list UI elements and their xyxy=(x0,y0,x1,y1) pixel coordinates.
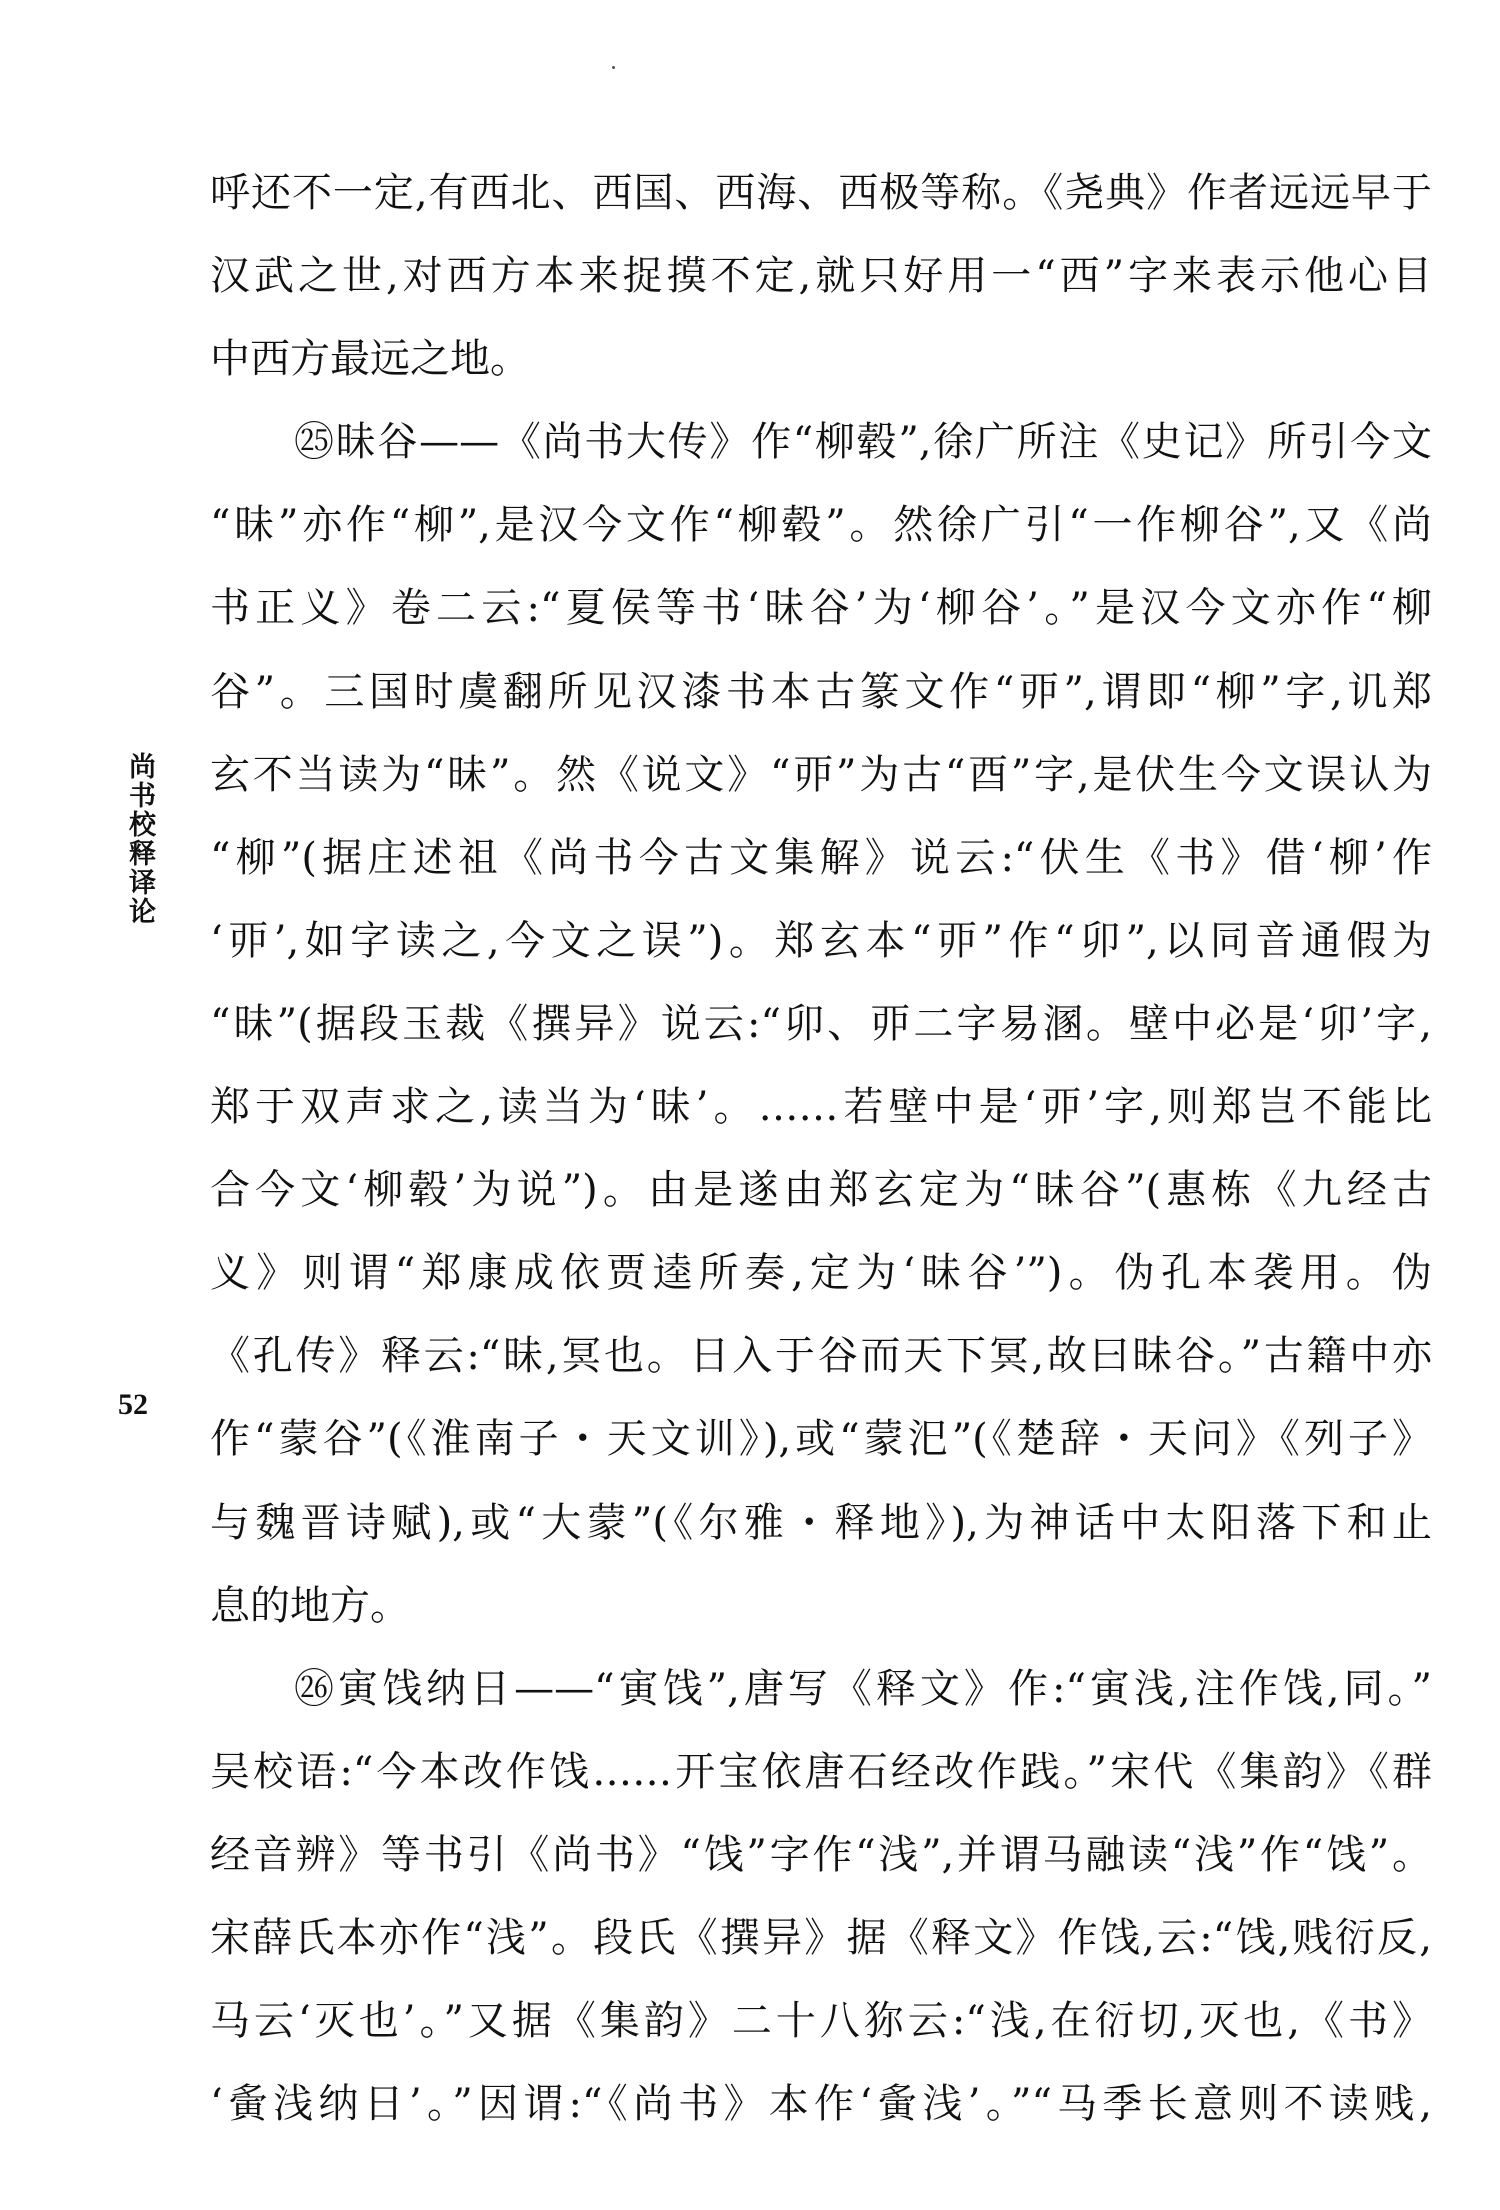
text-line: 《孔传》释云:“昧,冥也。日入于谷而天下冥,故曰昧谷。”古籍中亦 xyxy=(210,1333,1432,1380)
body-text xyxy=(210,168,1432,2162)
text-line: 息的地方。 xyxy=(210,1582,410,1629)
running-side-title: 尚书校释译论 xyxy=(124,752,155,926)
text-line: ㉖寅饯纳日——“寅饯”,唐写《释文》作:“寅浅,注作饯,同。” xyxy=(294,1665,1432,1712)
text-line: ㉕昧谷——《尚书大传》作“柳毂”,徐广所注《史记》所引今文 xyxy=(294,419,1432,466)
text-line: 书正义》卷二云:“夏侯等书‘昧谷’为‘柳谷’。”是汉今文亦作“柳 xyxy=(210,585,1432,632)
text-line: ‘夤浅纳日’。”因谓:“《尚书》本作‘夤浅’。”“马季长意则不读贱, xyxy=(210,2081,1432,2128)
text-line: ‘丣’,如字读之,今文之误”)。郑玄本“丣”作“卯”,以同音通假为 xyxy=(210,917,1432,964)
text-line: 合今文‘柳毂’为说”)。由是遂由郑玄定为“昧谷”(惠栋《九经古 xyxy=(210,1167,1432,1214)
text-line: “柳”(据庄述祖《尚书今古文集解》说云:“伏生《书》借‘柳’作 xyxy=(210,834,1432,881)
text-line: 义》则谓“郑康成依贾逵所奏,定为‘昧谷’”)。伪孔本袭用。伪 xyxy=(210,1250,1432,1297)
text-line: 马云‘灭也’。”又据《集韵》二十八狝云:“浅,在衍切,灭也,《书》 xyxy=(210,1998,1432,2045)
page-number: 52 xyxy=(118,1388,148,1421)
scan-speck xyxy=(612,66,615,69)
text-line: 汉武之世,对西方本来捉摸不定,就只好用一“西”字来表示他心目 xyxy=(210,253,1432,300)
text-line: 玄不当读为“昧”。然《说文》“丣”为古“酉”字,是伏生今文误认为 xyxy=(210,751,1432,798)
text-line: “昧”亦作“柳”,是汉今文作“柳毂”。然徐广引“一作柳谷”,又《尚 xyxy=(210,502,1432,549)
text-line: 郑于双声求之,读当为‘昧’。……若壁中是‘丣’字,则郑岂不能比 xyxy=(210,1084,1432,1131)
text-line: 宋薛氏本亦作“浅”。段氏《撰异》据《释文》作饯,云:“饯,贱衍反, xyxy=(210,1914,1432,1961)
text-line: 作“蒙谷”(《淮南子・天文训》),或“蒙汜”(《楚辞・天问》《列子》 xyxy=(210,1416,1432,1463)
text-line: 呼还不一定,有西北、西国、西海、西极等称。《尧典》作者远远早于 xyxy=(210,170,1432,216)
text-line: 与魏晋诗赋),或“大蒙”(《尔雅・释地》),为神话中太阳落下和止 xyxy=(210,1499,1432,1546)
text-line: 谷”。三国时虞翻所见汉漆书本古篆文作“丣”,谓即“柳”字,讥郑 xyxy=(210,668,1432,715)
text-line: “昧”(据段玉裁《撰异》说云:“卯、丣二字易溷。壁中必是‘卯’字, xyxy=(210,1000,1432,1047)
text-line: 中西方最远之地。 xyxy=(210,336,530,383)
text-line: 经音辨》等书引《尚书》“饯”字作“浅”,并谓马融读“浅”作“饯”。 xyxy=(210,1831,1432,1878)
text-line: 吴校语:“今本改作饯……开宝依唐石经改作践。”宋代《集韵》《群 xyxy=(210,1748,1432,1795)
